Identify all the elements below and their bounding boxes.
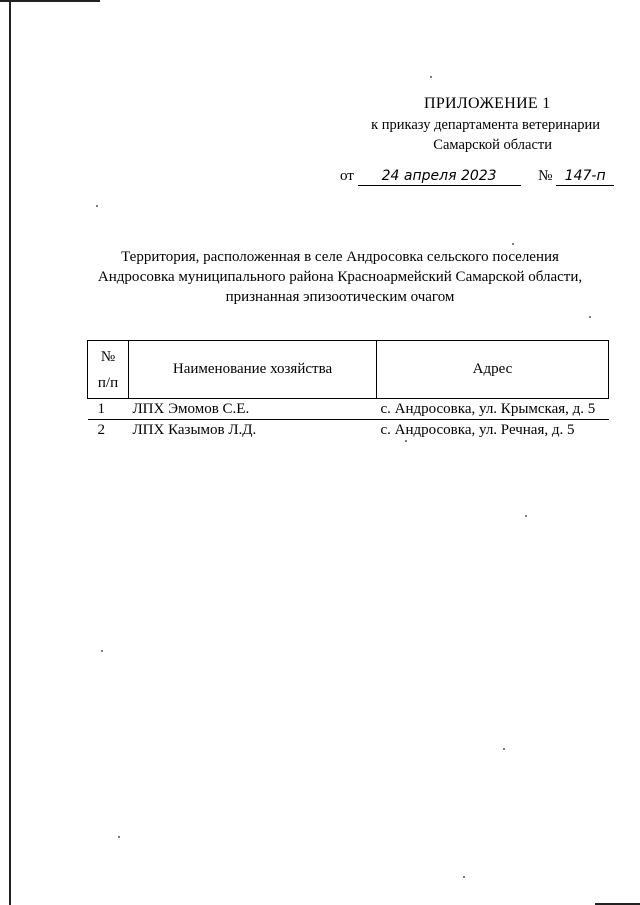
appendix-title: ПРИЛОЖЕНИЕ 1 xyxy=(424,95,551,112)
header-number xyxy=(88,341,129,399)
order-date-row xyxy=(340,168,614,186)
header-address: Адрес xyxy=(377,341,609,399)
handwritten-date: 24 апреля 2023 xyxy=(358,168,521,186)
scan-speck xyxy=(96,205,98,207)
scan-speck xyxy=(589,316,591,318)
number-label: № xyxy=(538,168,553,184)
appendix-region: Самарской области xyxy=(433,137,552,153)
scan-speck xyxy=(463,876,465,878)
scan-speck xyxy=(525,515,527,517)
row-address: с. Андросовка, ул. Речная, д. 5 xyxy=(380,421,575,438)
header-number-sign: № xyxy=(100,348,116,365)
heading-line-2: Андросовка муниципального района Красноармейский Самарской области, xyxy=(97,269,583,285)
appendix-reference: к приказу департамента ветеринарии xyxy=(371,117,600,133)
scan-speck xyxy=(503,748,505,750)
heading-line-3: признанная эпизоотическим очагом xyxy=(225,289,455,305)
row-address: с. Андросовка, ул. Крымская, д. 5 xyxy=(377,399,609,420)
handwritten-order-number: 147-п xyxy=(556,168,614,186)
header-farm-name: Наименование хозяйства xyxy=(129,341,377,399)
row-number: 2 xyxy=(97,421,105,438)
scan-edge-top xyxy=(0,0,100,2)
scan-speck xyxy=(512,243,514,245)
table-row xyxy=(88,399,609,420)
table-row xyxy=(88,420,609,441)
scan-edge-left xyxy=(9,0,11,905)
scan-speck xyxy=(405,440,407,442)
heading-line-1: Территория, расположенная в селе Андросовка сельского поселения xyxy=(121,249,559,265)
row-number: 1 xyxy=(88,399,129,420)
scan-speck xyxy=(101,650,103,652)
header-number-abbrev: п/п xyxy=(97,374,119,391)
scan-speck xyxy=(430,76,432,78)
row-farm-name: ЛПХ Эмомов С.Е. xyxy=(129,399,377,420)
farms-table xyxy=(87,340,609,440)
scan-speck xyxy=(118,836,120,838)
from-label: от xyxy=(340,168,354,184)
table-header-row xyxy=(88,341,609,399)
row-farm-name: ЛПХ Казымов Л.Д. xyxy=(132,421,257,438)
